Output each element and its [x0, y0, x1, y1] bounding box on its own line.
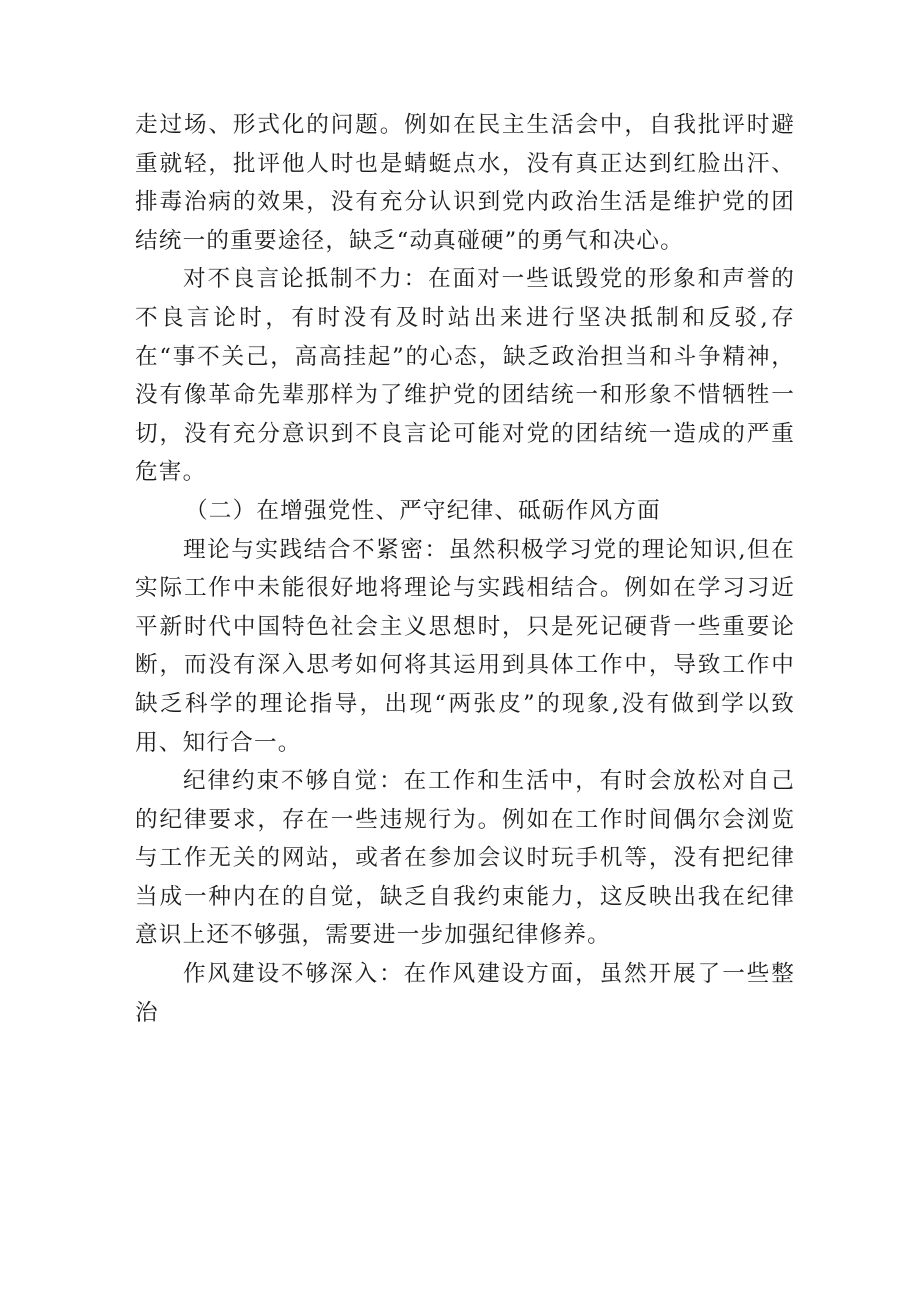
- paragraph-4: 纪律约束不够自觉：在工作和生活中，有时会放松对自己的纪律要求，存在一些违规行为。例如在工作时间偶尔会浏览与工作无关的网站，或者在参加会议时玩手机等，没有把纪律当成一种内在的自觉，缺乏自我约束能力，这反映出我在纪律意识上还不够强，需要进一步加强纪律修养。: [135, 768, 795, 949]
- section-heading: （二）在增强党性、严守纪律、砥砺作风方面: [185, 497, 661, 524]
- paragraph-2: 对不良言论抵制不力：在面对一些诋毁党的形象和声誉的不良言论时，有时没有及时站出来进行坚决抵制和反驳,存在“事不关己，高高挂起”的心态，缺乏政治担当和斗争精神，没有像革命先辈那样为了维护党的团结统一和形象不惜牺牲一切，没有充分意识到不良言论可能对党的团结统一造成的严重危害。: [135, 266, 795, 486]
- document-page: [135, 106, 795, 1032]
- paragraph-1: 走过场、形式化的问题。例如在民主生活会中，自我批评时避重就轻，批评他人时也是蜻蜓点水，没有真正达到红脸出汗、排毒治病的效果，没有充分认识到党内政治生活是维护党的团结统一的重要途径，缺乏“动真碰硬”的勇气和决心。: [135, 112, 795, 254]
- paragraph-5: 作风建设不够深入：在作风建设方面，虽然开展了一些整治: [135, 961, 795, 1026]
- paragraph-3: 理论与实践结合不紧密：虽然积极学习党的理论知识,但在实际工作中未能很好地将理论与实践相结合。例如在学习习近平新时代中国特色社会主义思想时，只是死记硬背一些重要论断，而没有深入思考如何将其运用到具体工作中，导致工作中缺乏科学的理论指导，出现“两张皮”的现象,没有做到学以致用、知行合一。: [135, 536, 795, 756]
